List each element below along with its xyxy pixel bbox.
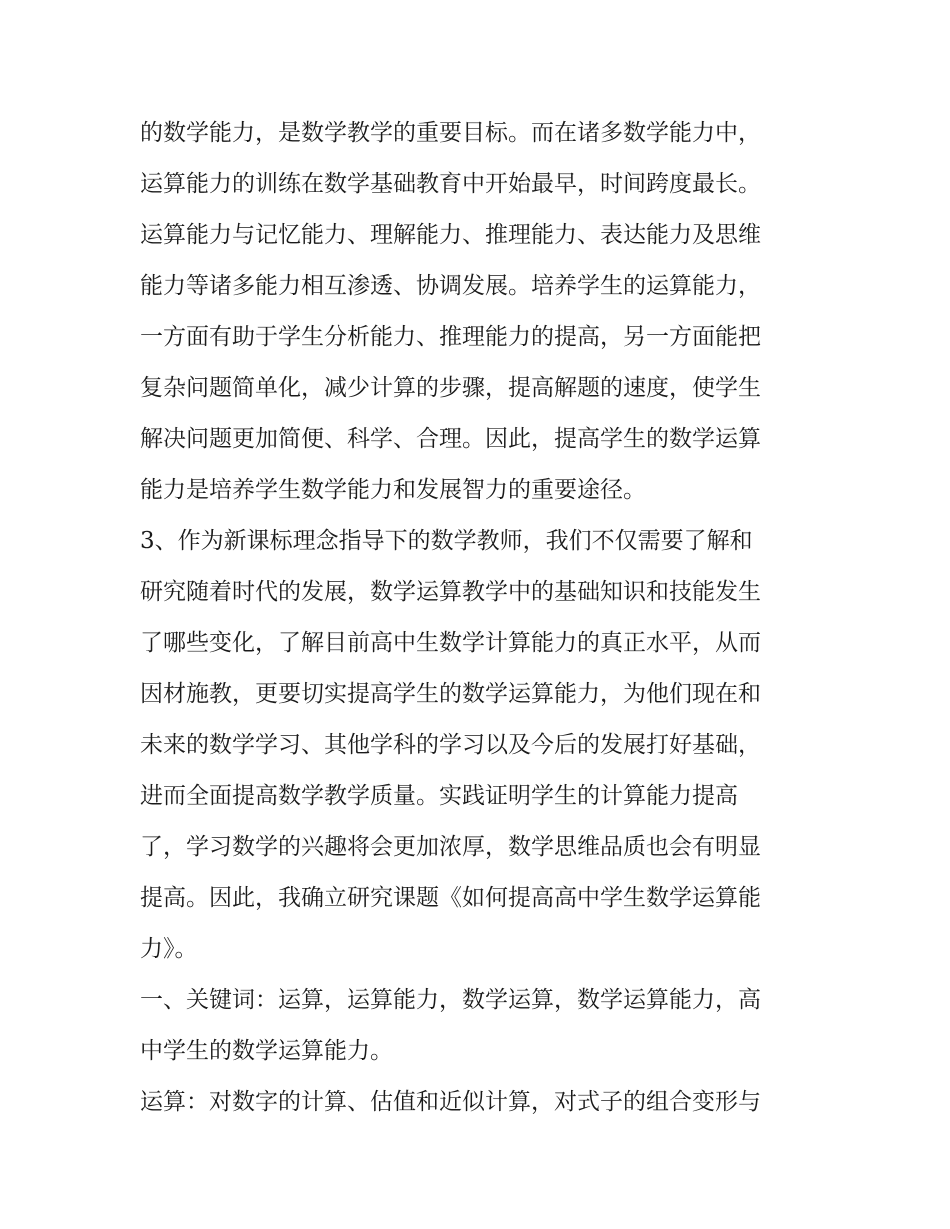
text-line: 研究随着时代的发展，数学运算教学中的基础知识和技能发生: [140, 579, 761, 605]
text-line: 的数学能力，是数学教学的重要目标。而在诸多数学能力中，: [140, 120, 761, 146]
text-line: 提高。因此，我确立研究课题《如何提高高中学生数学运算能: [140, 885, 761, 911]
text-line: 因材施教，更要切实提高学生的数学运算能力，为他们现在和: [140, 681, 761, 707]
body-text: [140, 108, 820, 1128]
text-line: 进而全面提高数学教学质量。实践证明学生的计算能力提高: [140, 783, 738, 809]
text-line: 运算能力与记忆能力、理解能力、推理能力、表达能力及思维: [140, 222, 761, 248]
text-line: 解决问题更加简便、科学、合理。因此，提高学生的数学运算: [140, 426, 761, 452]
text-line: 力》。: [140, 936, 198, 962]
text-line: 能力等诸多能力相互渗透、协调发展。培养学生的运算能力，: [140, 273, 761, 299]
text-line: 复杂问题简单化，减少计算的步骤，提高解题的速度，使学生: [140, 375, 761, 401]
text-line: 3、作为新课标理念指导下的数学教师，我们不仅需要了解和: [140, 528, 753, 554]
text-line: 一方面有助于学生分析能力、推理能力的提高，另一方面能把: [140, 324, 761, 350]
text-line: 能力是培养学生数学能力和发展智力的重要途径。: [140, 477, 646, 503]
text-line: 了哪些变化，了解目前高中生数学计算能力的真正水平，从而: [140, 630, 761, 656]
text-line: 运算：对数字的计算、估值和近似计算，对式子的组合变形与: [140, 1089, 761, 1115]
text-line: 了，学习数学的兴趣将会更加浓厚，数学思维品质也会有明显: [140, 834, 761, 860]
text-line: 未来的数学学习、其他学科的学习以及今后的发展打好基础，: [140, 732, 761, 758]
text-line: 一、关键词：运算，运算能力，数学运算，数学运算能力，高: [140, 987, 761, 1013]
text-line: 运算能力的训练在数学基础教育中开始最早，时间跨度最长。: [140, 171, 761, 197]
text-line: 中学生的数学运算能力。: [140, 1038, 393, 1064]
